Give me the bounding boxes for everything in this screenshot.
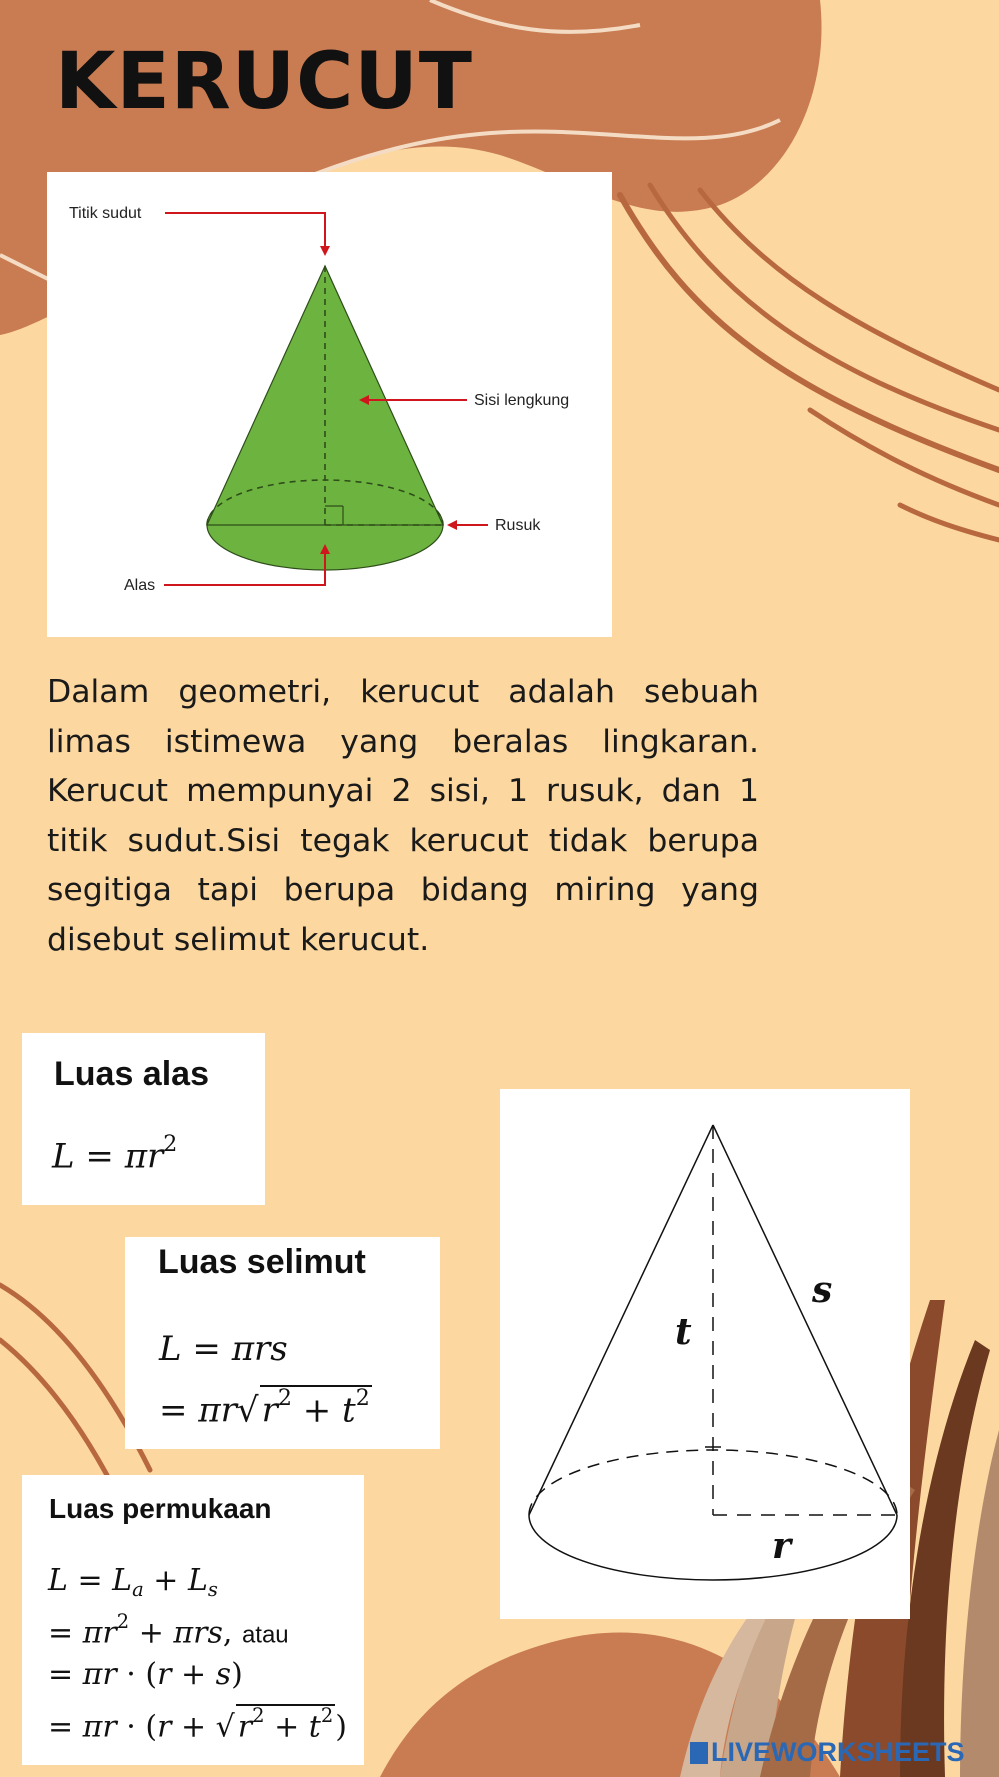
cone-diagram-card	[47, 172, 612, 637]
luas-permukaan-formula-3: = πr · (r + s)	[48, 1657, 243, 1692]
label-t: t	[675, 1311, 692, 1353]
label-sisi-lengkung: Sisi lengkung	[474, 392, 570, 409]
luas-permukaan-formula-2: = $\pi r^2 + \pi rs$, atau	[48, 1610, 289, 1651]
luas-permukaan-heading: Luas permukaan	[49, 1493, 272, 1524]
luas-alas-heading: Luas alas	[54, 1055, 209, 1093]
watermark-text: LIVEWORKSHEETS	[711, 1737, 965, 1767]
label-s: s	[812, 1269, 833, 1311]
luas-selimut-card	[125, 1237, 440, 1449]
page-title: KERUCUT	[55, 37, 473, 127]
liveworksheets-logo-icon	[690, 1742, 708, 1764]
cone-dimension-card	[500, 1089, 910, 1619]
arrow-titik-sudut	[165, 213, 325, 254]
luas-selimut-heading: Luas selimut	[158, 1243, 366, 1281]
label-rusuk: Rusuk	[495, 517, 541, 534]
luas-permukaan-card	[22, 1475, 364, 1765]
cone-parts-diagram	[47, 172, 612, 637]
luas-alas-formula: $L = \pi r^2$	[52, 1131, 178, 1177]
atau-text: atau	[241, 1621, 289, 1649]
luas-selimut-formula-2: = $\pi r√r^2 + t^2$	[159, 1385, 370, 1431]
label-alas: Alas	[124, 577, 156, 594]
label-r: r	[772, 1525, 791, 1567]
cone-dimension-diagram	[500, 1089, 910, 1619]
luas-permukaan-formula-4: = πr · (r + √ $r^2 + t^2$)	[48, 1704, 347, 1745]
luas-selimut-formula-1: L = πrs	[159, 1329, 288, 1369]
liveworksheets-watermark[interactable]	[690, 1737, 965, 1768]
description-paragraph: Dalam geometri, kerucut adalah sebuah limas istimewa yang beralas lingkaran. Kerucut mempunyai 2 sisi, 1 rusuk, dan 1 titik sudut.Sisi tegak kerucut tidak berupa segitiga tapi berupa bidang miring yang disebut selimut kerucut.	[47, 674, 759, 958]
luas-permukaan-formula-1: $L = L_a + L_s$	[48, 1563, 218, 1601]
label-titik-sudut: Titik sudut	[69, 205, 142, 222]
luas-alas-card	[22, 1033, 265, 1205]
